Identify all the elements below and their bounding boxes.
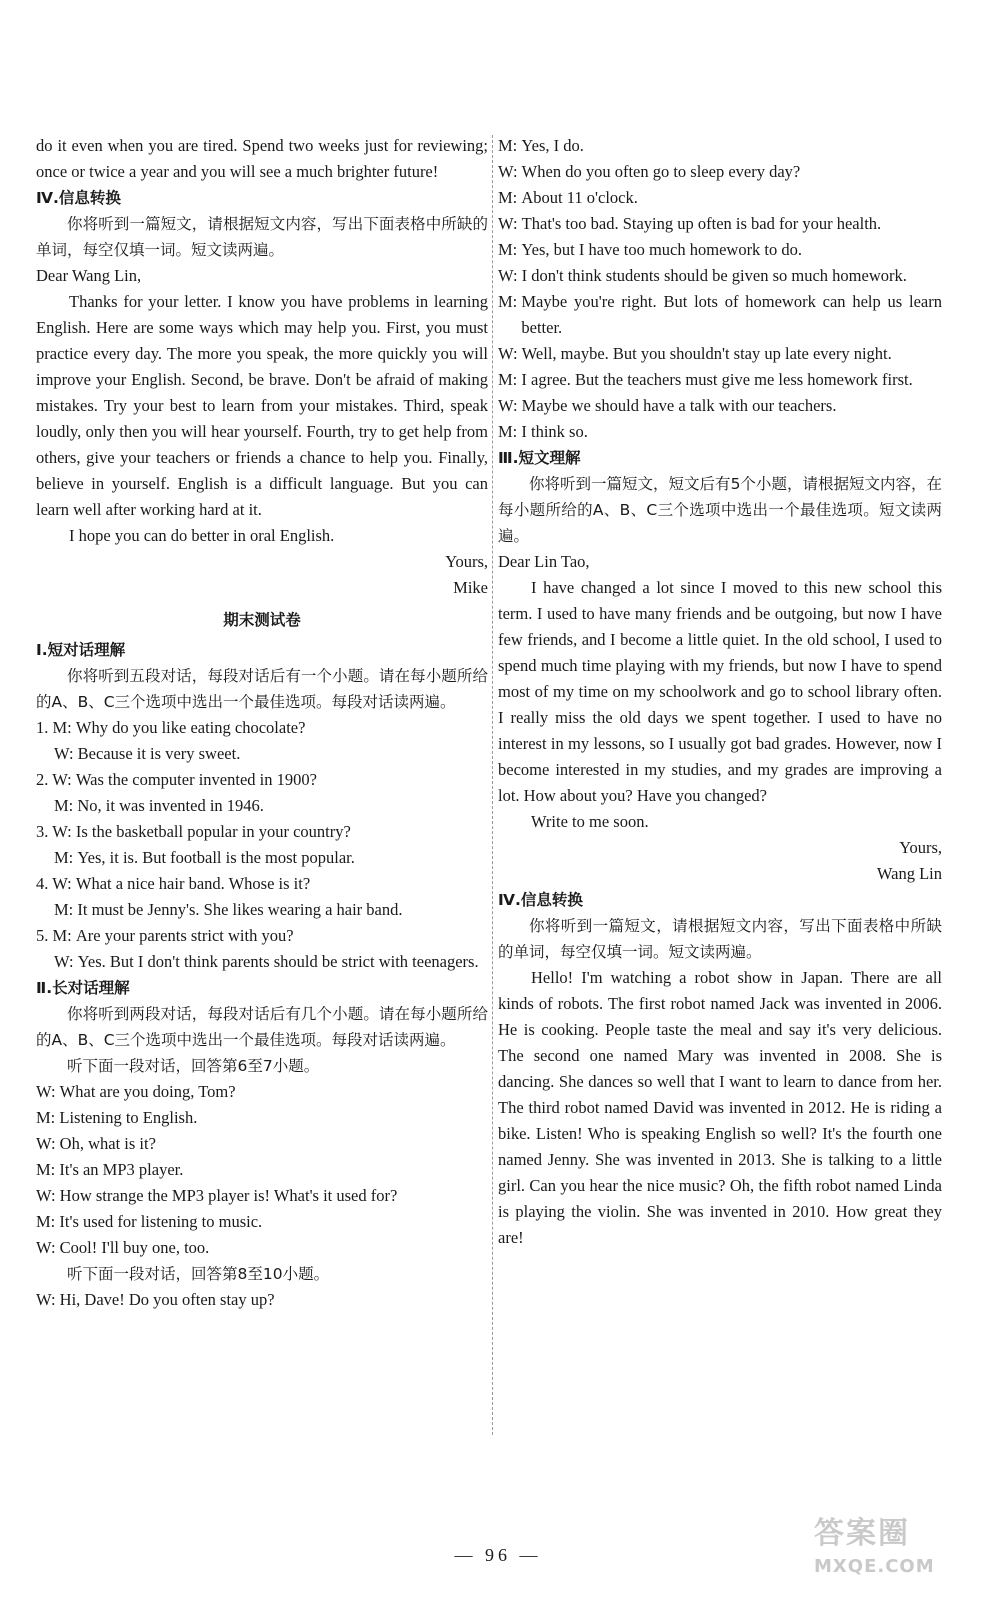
dialog-speaker: M: bbox=[498, 188, 522, 207]
dialog-speaker: W: bbox=[498, 396, 522, 415]
dialog-answer: Because it is very sweet. bbox=[77, 744, 241, 763]
dialog-speaker: W: bbox=[36, 1290, 60, 1309]
dialog-line: Yes, but I have too much homework to do. bbox=[521, 240, 803, 259]
dialog-question: Why do you like eating chocolate? bbox=[75, 718, 306, 737]
letter-greeting: Dear Wang Lin, bbox=[36, 266, 142, 285]
dialog-speaker: W: bbox=[498, 214, 522, 233]
paragraph-continued: do it even when you are tired. Spend two weeks just for reviewing; once or twice a year and you will see a much brighter future! bbox=[36, 136, 488, 181]
dialog-speaker: M: bbox=[36, 1212, 60, 1231]
dialog-line: I agree. But the teachers must give me less homework first. bbox=[521, 370, 913, 389]
dialog-line: Oh, what is it? bbox=[59, 1134, 156, 1153]
dialog-speaker: W: bbox=[54, 952, 78, 971]
dialog-line: Well, maybe. But you shouldn't stay up late every night. bbox=[521, 344, 892, 363]
dialog-line: I think so. bbox=[521, 422, 588, 441]
dialog-speaker: W: bbox=[36, 1186, 60, 1205]
section-3-title: Ⅲ.短文理解 bbox=[498, 449, 581, 467]
section-4b-title: Ⅳ.信息转换 bbox=[498, 891, 583, 909]
dialog-speaker: W: bbox=[54, 744, 78, 763]
dialog-speaker: W: bbox=[36, 1134, 60, 1153]
short-dialog-5 bbox=[36, 923, 488, 975]
page-number: — 96 — bbox=[454, 1545, 542, 1565]
dialog-answer: It must be Jenny's. She likes wearing a hair band. bbox=[77, 900, 403, 919]
section-2-title: Ⅱ.长对话理解 bbox=[36, 979, 130, 997]
dialog-speaker: M: bbox=[36, 1108, 60, 1127]
section-4-title: Ⅳ.信息转换 bbox=[36, 189, 121, 207]
long-dialog-2 bbox=[498, 133, 942, 445]
robot-passage: Hello! I'm watching a robot show in Japan. There are all kinds of robots. The first robot named Jack was invented in 2006. He is cooking. People taste the meal and say it's very delicious. The second one named Mary was invented in 2008. She is dancing. She dances so well that I want to learn to dance from her. The third robot named David was invented in 2012. He is riding a bike. Listen! Who is speaking English so well? It's the fourth one named Jenny. She was invented in 2013. She is talking to a little girl. Can you hear the nice music? Oh, the fifth robot named Linda is playing the violin. She was invented in 2010. How great they are! bbox=[498, 968, 942, 1247]
section-4b-instructions: 你将听到一篇短文，请根据短文内容，写出下面表格中所缺的单词，每空仅填一词。短文读两遍。 bbox=[498, 917, 942, 961]
dialog-speaker: W: bbox=[498, 162, 522, 181]
dialog-speaker: M: bbox=[498, 240, 522, 259]
long-dialog-1 bbox=[36, 1079, 488, 1261]
dialog-line: Maybe you're right. But lots of homework can help us learn better. bbox=[521, 292, 942, 337]
dialog-line: It's used for listening to music. bbox=[59, 1212, 263, 1231]
short-dialog-2 bbox=[36, 767, 488, 819]
section-1-instructions: 你将听到五段对话，每段对话后有一个小题。请在每小题所给的A、B、C三个选项中选出一个最佳选项。每段对话读两遍。 bbox=[36, 667, 488, 711]
dialog-speaker: M: bbox=[498, 370, 522, 389]
letter-yours: Yours, bbox=[445, 552, 488, 571]
left-column bbox=[36, 133, 488, 1313]
dialog-2-first-line bbox=[36, 1287, 488, 1313]
letter2-greeting: Dear Lin Tao, bbox=[498, 552, 590, 571]
dialog-line: About 11 o'clock. bbox=[521, 188, 638, 207]
dialog-question: What a nice hair band. Whose is it? bbox=[75, 874, 311, 893]
dialog-number-speaker: 2. W: bbox=[36, 770, 76, 789]
dialog-speaker: W: bbox=[36, 1082, 60, 1101]
watermark-logo bbox=[814, 1508, 966, 1586]
dialog-number-speaker: 4. W: bbox=[36, 874, 76, 893]
exam-title: 期末测试卷 bbox=[223, 611, 301, 629]
short-dialog-3 bbox=[36, 819, 488, 871]
dialog-line: I don't think students should be given so much homework. bbox=[521, 266, 907, 285]
dialog-line: Maybe we should have a talk with our teachers. bbox=[521, 396, 837, 415]
short-dialog-4 bbox=[36, 871, 488, 923]
short-dialog-1 bbox=[36, 715, 488, 767]
dialog-1-intro: 听下面一段对话，回答第6至7小题。 bbox=[67, 1057, 320, 1075]
letter-closing-line: I hope you can do better in oral English. bbox=[69, 526, 335, 545]
dialog-speaker: W: bbox=[498, 344, 522, 363]
dialog-speaker: M: bbox=[54, 900, 78, 919]
section-1-title: Ⅰ.短对话理解 bbox=[36, 641, 126, 659]
dialog-answer: Yes. But I don't think parents should be strict with teenagers. bbox=[77, 952, 479, 971]
dialog-line: Cool! I'll buy one, too. bbox=[59, 1238, 210, 1257]
letter2-body: I have changed a lot since I moved to this new school this term. I used to have many friends and be outgoing, but now I have few friends, and I become a little quiet. In the old school, I used to spend much time playing with my friends, but now I have to spend most of my time on my schoolwork and go to school library often. I really miss the old days we spent together. I used to have no interest in my lessons, so I usually got bad grades. However, now I become interested in my studies, and my grades are improving a lot. How about you? Have you changed? bbox=[498, 578, 942, 805]
watermark-url: MXQE.COM bbox=[814, 1556, 935, 1577]
dialog-speaker: M: bbox=[498, 292, 522, 311]
dialog-line: Hi, Dave! Do you often stay up? bbox=[59, 1290, 275, 1309]
section-4-instructions: 你将听到一篇短文，请根据短文内容，写出下面表格中所缺的单词，每空仅填一词。短文读两遍。 bbox=[36, 215, 488, 259]
dialog-speaker: W: bbox=[498, 266, 522, 285]
letter-body: Thanks for your letter. I know you have problems in learning English. Here are some ways which may help you. First, you must practice every day. The more you speak, the more quickly you will improve your English. Second, be brave. Don't be afraid of making mistakes. Try your best to learn from your mistakes. Third, speak loudly, only then you will hear yourself. Fourth, try to get help from others, give your teachers or friends a chance to help you. Finally, believe in yourself. English is a difficult language. But you can learn well after working hard at it. bbox=[36, 292, 488, 519]
dialog-line: What are you doing, Tom? bbox=[59, 1082, 236, 1101]
dialog-line: When do you often go to sleep every day? bbox=[521, 162, 801, 181]
dialog-answer: No, it was invented in 1946. bbox=[77, 796, 264, 815]
section-3-instructions: 你将听到一篇短文，短文后有5个小题，请根据短文内容，在每小题所给的A、B、C三个选项中选出一个最佳选项。短文读两遍。 bbox=[498, 475, 942, 545]
dialog-question: Is the basketball popular in your country? bbox=[75, 822, 351, 841]
letter2-signature: Wang Lin bbox=[876, 864, 942, 883]
dialog-speaker: W: bbox=[36, 1238, 60, 1257]
dialog-2-intro: 听下面一段对话，回答第8至10小题。 bbox=[67, 1265, 330, 1283]
dialog-speaker: M: bbox=[498, 422, 522, 441]
dialog-number-speaker: 5. M: bbox=[36, 926, 76, 945]
dialog-line: Yes, I do. bbox=[521, 136, 584, 155]
dialog-speaker: M: bbox=[54, 796, 78, 815]
letter2-yours: Yours, bbox=[899, 838, 942, 857]
dialog-question: Was the computer invented in 1900? bbox=[75, 770, 317, 789]
dialog-answer: Yes, it is. But football is the most popular. bbox=[77, 848, 355, 867]
dialog-number-speaker: 3. W: bbox=[36, 822, 76, 841]
letter2-closing-line: Write to me soon. bbox=[531, 812, 649, 831]
dialog-line: How strange the MP3 player is! What's it used for? bbox=[59, 1186, 398, 1205]
watermark-text: 答案圈 bbox=[814, 1516, 910, 1551]
dialog-line: It's an MP3 player. bbox=[59, 1160, 184, 1179]
column-divider bbox=[492, 135, 493, 1435]
dialog-speaker: M: bbox=[36, 1160, 60, 1179]
dialog-line: Listening to English. bbox=[59, 1108, 198, 1127]
dialog-speaker: M: bbox=[498, 136, 522, 155]
dialog-speaker: M: bbox=[54, 848, 78, 867]
dialog-question: Are your parents strict with you? bbox=[75, 926, 294, 945]
section-2-instructions: 你将听到两段对话，每段对话后有几个小题。请在每小题所给的A、B、C三个选项中选出一个最佳选项。每段对话读两遍。 bbox=[36, 1005, 488, 1049]
letter-signature: Mike bbox=[453, 578, 488, 597]
right-column bbox=[498, 133, 942, 1251]
dialog-number-speaker: 1. M: bbox=[36, 718, 76, 737]
dialog-line: That's too bad. Staying up often is bad for your health. bbox=[521, 214, 882, 233]
